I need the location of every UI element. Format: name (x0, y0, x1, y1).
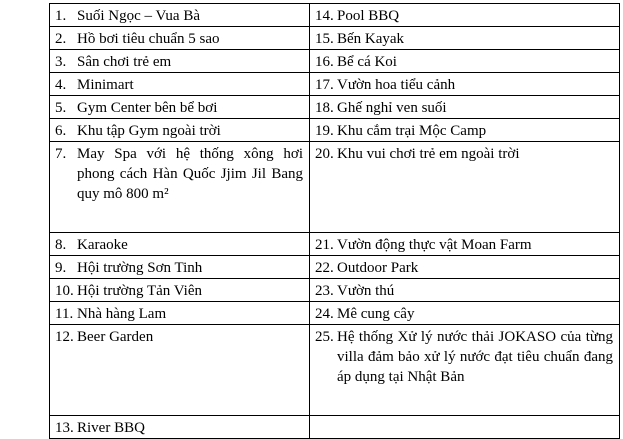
item-text: Hội trường Sơn Tinh (77, 260, 203, 276)
item-text: Vườn thú (337, 283, 395, 299)
item-number: 2. (55, 31, 67, 47)
item-text: Mê cung cây (337, 306, 415, 322)
item-number: 11. (55, 306, 74, 322)
table-row (50, 233, 620, 256)
item-number: 14. (315, 8, 334, 24)
table-row (50, 119, 620, 142)
table-row (50, 279, 620, 302)
table-row (50, 325, 620, 416)
item-number: 21. (315, 237, 334, 253)
amenity-cell (50, 416, 310, 439)
item-number: 25. (315, 329, 334, 345)
item-number: 13. (55, 420, 74, 436)
amenity-cell (50, 4, 310, 27)
table-row (50, 96, 620, 119)
table-row (50, 142, 620, 233)
item-text: Sân chơi trẻ em (77, 54, 172, 70)
amenity-cell-empty (310, 416, 620, 439)
item-text: Khu cắm trại Mộc Camp (337, 123, 487, 139)
amenity-cell (310, 142, 620, 233)
item-text: Beer Garden (77, 329, 154, 345)
item-text: Minimart (77, 77, 134, 93)
item-text: Nhà hàng Lam (77, 306, 167, 322)
table-row (50, 50, 620, 73)
amenity-cell (310, 302, 620, 325)
amenity-cell (50, 119, 310, 142)
item-number: 9. (55, 260, 67, 276)
table-row (50, 4, 620, 27)
item-text: Karaoke (77, 237, 128, 253)
item-text: River BBQ (77, 420, 145, 436)
amenity-cell (310, 4, 620, 27)
item-text: Ghế nghỉ ven suối (337, 100, 447, 116)
table-row (50, 73, 620, 96)
item-number: 12. (55, 329, 74, 345)
amenity-cell (310, 233, 620, 256)
item-number: 20. (315, 146, 334, 162)
amenity-cell (310, 325, 620, 416)
item-text: Bến Kayak (337, 31, 405, 47)
amenity-cell (50, 325, 310, 416)
item-number: 7. (55, 146, 67, 162)
item-text: Vườn động thực vật Moan Farm (337, 237, 532, 253)
table-row (50, 256, 620, 279)
item-number: 6. (55, 123, 67, 139)
amenity-cell (310, 96, 620, 119)
amenity-cell (50, 27, 310, 50)
item-number: 18. (315, 100, 334, 116)
item-text: May Spa với hệ thống xông hơi phong cách Hàn Quốc Jjim Jil Bang quy mô 800 m² (77, 146, 303, 202)
item-number: 4. (55, 77, 67, 93)
item-number: 3. (55, 54, 67, 70)
amenity-cell (50, 302, 310, 325)
amenity-cell (50, 142, 310, 233)
item-text: Gym Center bên bể bơi (77, 100, 218, 116)
amenity-cell (310, 279, 620, 302)
item-text: Khu tập Gym ngoài trời (77, 123, 221, 139)
item-text: Hồ bơi tiêu chuẩn 5 sao (77, 31, 220, 47)
item-number: 17. (315, 77, 334, 93)
table-row (50, 302, 620, 325)
item-text: Hệ thống Xử lý nước thải JOKASO của từng villa đảm bảo xử lý nước đạt tiêu chuẩn đang áp dụng tại Nhật Bản (337, 329, 613, 385)
item-number: 15. (315, 31, 334, 47)
item-number: 5. (55, 100, 67, 116)
item-text: Bể cá Koi (337, 54, 397, 70)
item-number: 1. (55, 8, 67, 24)
amenity-cell (50, 279, 310, 302)
table-row (50, 27, 620, 50)
item-number: 22. (315, 260, 334, 276)
amenity-cell (50, 233, 310, 256)
item-text: Outdoor Park (337, 260, 419, 276)
item-number: 16. (315, 54, 334, 70)
table-row (50, 416, 620, 439)
item-number: 23. (315, 283, 334, 299)
item-text: Pool BBQ (337, 8, 400, 24)
amenities-table (49, 3, 620, 439)
amenity-cell (310, 119, 620, 142)
item-text: Khu vui chơi trẻ em ngoài trời (337, 146, 520, 162)
item-text: Suối Ngọc – Vua Bà (77, 8, 200, 24)
amenity-cell (50, 50, 310, 73)
item-text: Hội trường Tản Viên (77, 283, 203, 299)
item-text: Vườn hoa tiểu cảnh (337, 77, 456, 93)
item-number: 19. (315, 123, 334, 139)
amenity-cell (50, 256, 310, 279)
amenity-cell (310, 73, 620, 96)
amenity-cell (310, 256, 620, 279)
item-number: 8. (55, 237, 67, 253)
item-number: 24. (315, 306, 334, 322)
amenity-cell (50, 73, 310, 96)
amenity-cell (310, 27, 620, 50)
item-number: 10. (55, 283, 74, 299)
amenity-cell (310, 50, 620, 73)
amenity-cell (50, 96, 310, 119)
